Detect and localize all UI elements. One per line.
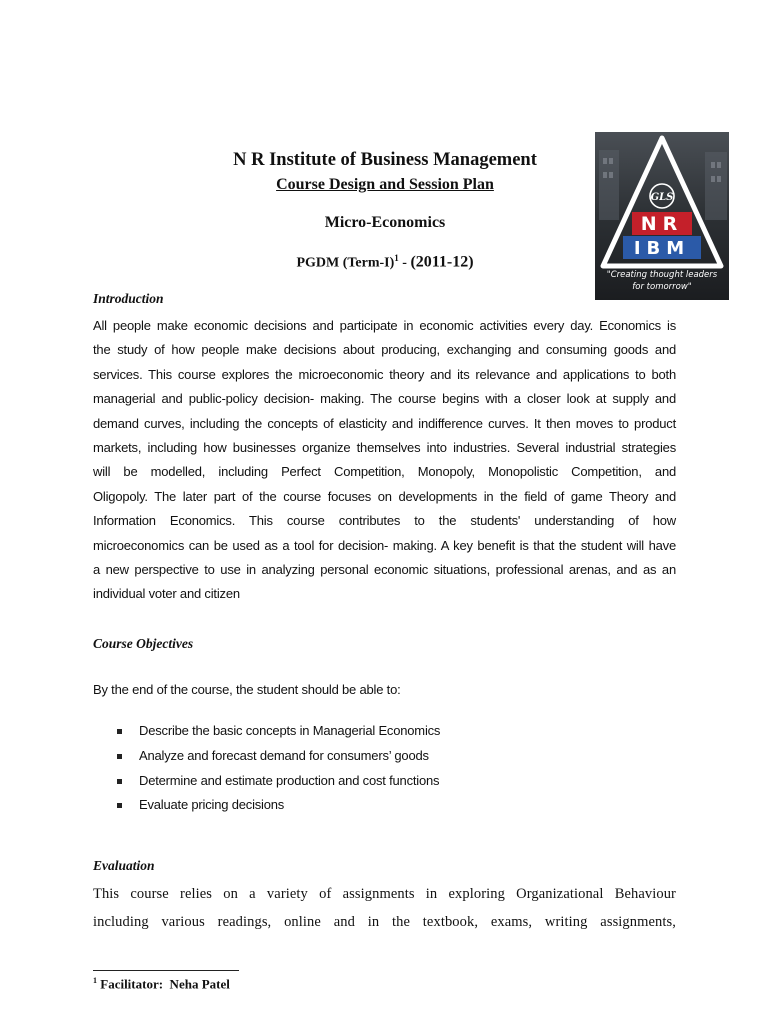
intro-line: All people make economic decisions and participate in economic activities every day. Economics is — [93, 318, 676, 333]
objective-text: Evaluate pricing decisions — [139, 797, 285, 813]
list-item — [117, 793, 440, 818]
intro-line: services. This course explores the microeconomic theory and its relevance and applications to both — [93, 366, 676, 382]
footnote-text: Facilitator: Neha Patel — [100, 976, 230, 992]
intro-line: demand curves, including the concepts of elasticity and indifference curves. It then moves to product — [93, 415, 676, 431]
subject-title: Micro-Economics — [324, 214, 446, 231]
intro-line: Information Economics. This course contributes to the students' understanding of how — [93, 513, 676, 529]
bullet-icon — [117, 729, 122, 734]
logo-ibm-text: IBM — [633, 238, 691, 259]
intro-line: Oligopoly. The later part of the course focuses on developments in the field of game Theory and — [93, 488, 676, 504]
intro-line: microeconomics can be used as a tool for decision- making. A key benefit is that the student will have — [93, 537, 676, 553]
institute-logo — [595, 132, 729, 300]
objectives-lead: By the end of the course, the student should be able to: — [93, 682, 401, 697]
program-footnote-marker: 1 — [394, 253, 399, 263]
program-year: (2011-12) — [410, 253, 474, 271]
objectives-heading: Course Objectives — [93, 636, 194, 651]
intro-line: markets, including how businesses organize themselves into industries. Several industrial strategies — [93, 440, 676, 456]
bullet-icon — [117, 779, 122, 784]
logo-brand-text: GLS — [650, 192, 674, 203]
logo-tagline-1: "Creating thought leaders — [606, 270, 718, 280]
introduction-heading: Introduction — [93, 291, 164, 306]
list-item — [117, 744, 440, 769]
intro-line: will be modelled, including Perfect Competition, Monopoly, Monopolistic Competition, and — [93, 464, 676, 480]
list-item — [117, 719, 440, 744]
objective-text: Determine and estimate production and cost functions — [139, 772, 440, 788]
program-line — [150, 253, 620, 272]
logo-nr-text: NR — [640, 213, 684, 235]
objective-text: Analyze and forecast demand for consumers’ goods — [139, 747, 429, 763]
objectives-list — [117, 719, 440, 818]
intro-line: a new perspective to use in analyzing personal economic situations, professional arenas, and as an — [93, 562, 676, 578]
program-dash: - — [398, 255, 411, 271]
objective-text: Describe the basic concepts in Managerial Economics — [139, 723, 441, 738]
program-name: PGDM (Term-I) — [296, 255, 395, 271]
bullet-icon — [117, 754, 122, 759]
bullet-icon — [117, 803, 122, 808]
logo-tagline-2: for tomorrow" — [632, 282, 692, 292]
evaluation-heading: Evaluation — [93, 858, 155, 873]
footnote — [93, 976, 230, 992]
evaluation-line: This course relies on a variety of assignments in exploring Organizational Behaviour — [93, 886, 676, 902]
course-design-title: Course Design and Session Plan — [276, 176, 494, 193]
evaluation-paragraph — [93, 880, 676, 936]
footnote-separator — [93, 970, 239, 971]
list-item — [117, 769, 440, 794]
introduction-paragraph — [93, 314, 676, 607]
intro-line: managerial and public-policy decision- making. The course begins with a closer look at supply and — [93, 391, 676, 407]
intro-line: the study of how people make decisions about producing, exchanging and consuming goods and — [93, 342, 676, 358]
footnote-number: 1 — [93, 976, 97, 985]
intro-line: individual voter and citizen — [93, 586, 240, 602]
institute-title: N R Institute of Business Management — [233, 150, 537, 170]
evaluation-line: including various readings, online and in the textbook, exams, writing assignments, — [93, 914, 676, 930]
